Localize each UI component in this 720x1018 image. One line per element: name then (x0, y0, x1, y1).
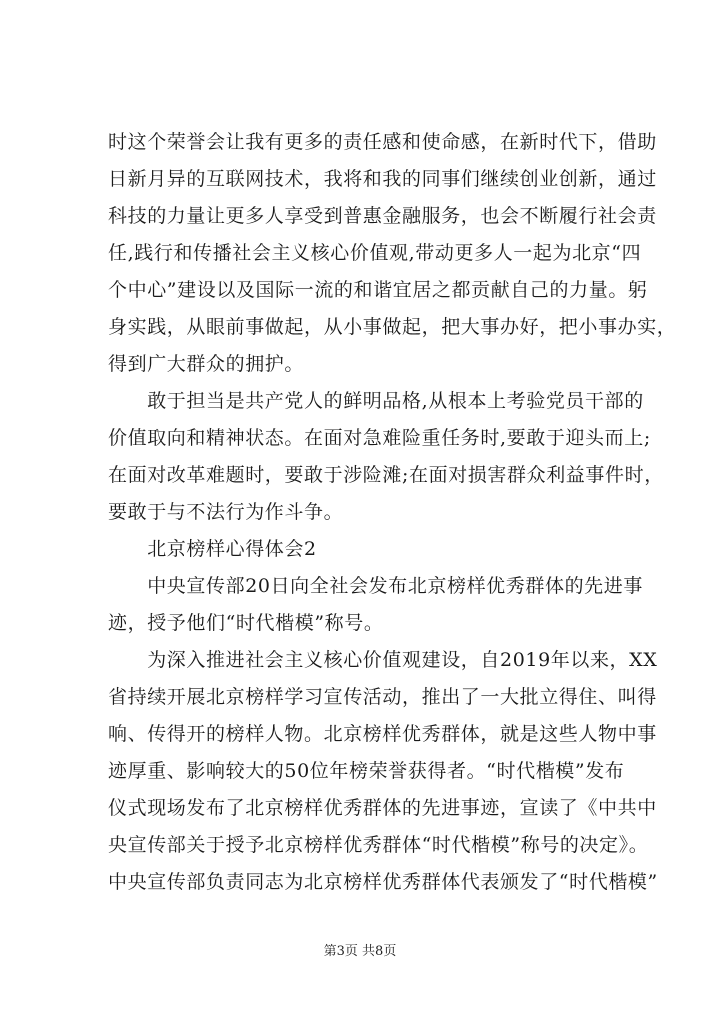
text-line: 中央宣传部负责同志为北京榜样优秀群体代表颁发了“时代楷模” (108, 871, 658, 893)
text-line: 迹厚重、影响较大的50位年榜荣誉获得者。“时代楷模”发布 (108, 760, 625, 782)
text-line: 央宣传部关于授予北京榜样优秀群体“时代楷模”称号的决定》。 (108, 834, 649, 856)
text-line: 敢于担当是共产党人的鲜明品格,从根本上考验党员干部的 (108, 390, 644, 412)
text-line: 要敢于与不法行为作斗争。 (108, 501, 344, 523)
text-line: 省持续开展北京榜样学习宣传活动，推出了一大批立得住、叫得 (108, 686, 657, 708)
text-line: 仪式现场发布了北京榜样优秀群体的先进事迹，宣读了《中共中 (108, 797, 657, 819)
page-number: 第3页 共8页 (323, 944, 397, 959)
text-line: 时这个荣誉会让我有更多的责任感和使命感，在新时代下，借助 (108, 131, 657, 153)
text-line: 为深入推进社会主义核心价值观建设，自2019年以来，XX (108, 649, 658, 671)
text-line: 个中心”建设以及国际一流的和谐宜居之都贡献自己的力量。躬 (108, 279, 648, 301)
text-line: 价值取向和精神状态。在面对急难险重任务时,要敢于迎头而上; (108, 427, 651, 449)
text-line: 迹，授予他们“时代楷模”称号。 (108, 612, 384, 634)
text-line: 在面对改革难题时，要敢于涉险滩;在面对损害群众利益事件时， (108, 464, 664, 486)
text-line: 中央宣传部20日向全社会发布北京榜样优秀群体的先进事 (108, 575, 643, 597)
text-line: 任,践行和传播社会主义核心价值观,带动更多人一起为北京“四 (108, 242, 642, 264)
text-line: 得到广大群众的拥护。 (108, 353, 305, 375)
text-line: 身实践，从眼前事做起，从小事做起，把大事办好，把小事办实， (108, 316, 677, 338)
text-line: 日新月异的互联网技术，我将和我的同事们继续创业创新，通过 (108, 168, 657, 190)
text-line: 科技的力量让更多人享受到普惠金融服务，也会不断履行社会责 (108, 205, 657, 227)
section-heading: 北京榜样心得体会2 (108, 538, 317, 560)
text-line: 响、传得开的榜样人物。北京榜样优秀群体，就是这些人物中事 (108, 723, 657, 745)
